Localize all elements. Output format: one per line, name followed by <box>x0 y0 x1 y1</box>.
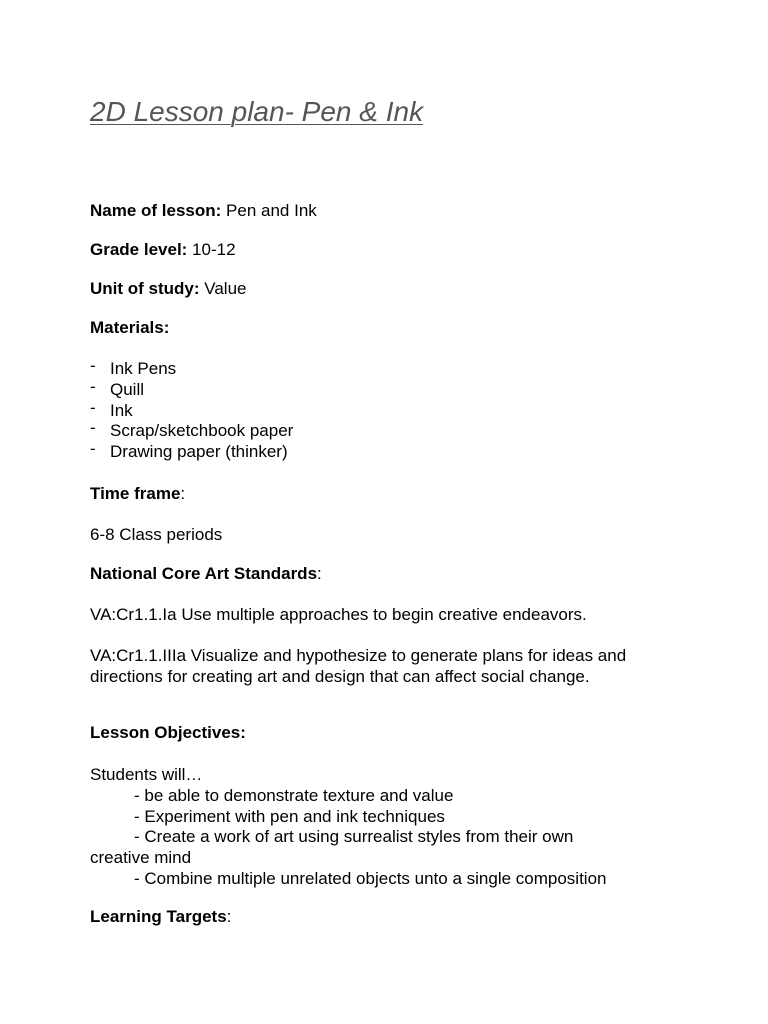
list-item: - Drawing paper (thinker) <box>90 439 288 462</box>
lesson-name-label: Name of lesson: <box>90 201 222 220</box>
lesson-name-value: Pen and Ink <box>221 201 317 220</box>
list-item: - Scrap/sketchbook paper <box>90 418 294 441</box>
grade-level-line <box>90 239 236 260</box>
time-frame-value: 6-8 Class periods <box>90 525 223 544</box>
objective-item: - Experiment with pen and ink techniques <box>134 807 445 826</box>
unit-of-study-label: Unit of study: <box>90 279 200 298</box>
objectives-heading: Lesson Objectives: <box>90 723 246 742</box>
objective-item: - be able to demonstrate texture and value <box>134 786 454 805</box>
objective-item-continued: creative mind <box>90 848 192 867</box>
unit-of-study-line <box>90 278 247 299</box>
objective-item: - Combine multiple unrelated objects unto a single composition <box>134 869 607 888</box>
materials-heading: Materials: <box>90 318 170 337</box>
list-item: - Quill <box>90 376 145 399</box>
grade-level-label: Grade level: <box>90 240 188 259</box>
standard-2-line-2: directions for creating art and design that can affect social change. <box>90 667 590 686</box>
unit-of-study-value: Value <box>199 279 247 298</box>
standard-1: VA:Cr1.1.Ia Use multiple approaches to begin creative endeavors. <box>90 605 587 624</box>
objective-item: - Create a work of art using surrealist styles from their own <box>134 827 574 846</box>
grade-level-value: 10-12 <box>187 240 236 259</box>
standards-heading: National Core Art Standards: <box>90 564 322 583</box>
materials-list <box>90 356 294 463</box>
time-frame-heading: Time frame: <box>90 484 186 503</box>
objectives-intro: Students will… <box>90 765 203 784</box>
standard-2-line-1: VA:Cr1.1.IIIa Visualize and hypothesize to generate plans for ideas and <box>90 646 627 665</box>
list-item: - Ink Pens <box>90 356 177 378</box>
lesson-name-line <box>90 200 317 221</box>
learning-targets-heading: Learning Targets: <box>90 907 232 926</box>
document-title: 2D Lesson plan- Pen & Ink <box>90 96 424 127</box>
list-item: - Ink <box>90 397 133 420</box>
